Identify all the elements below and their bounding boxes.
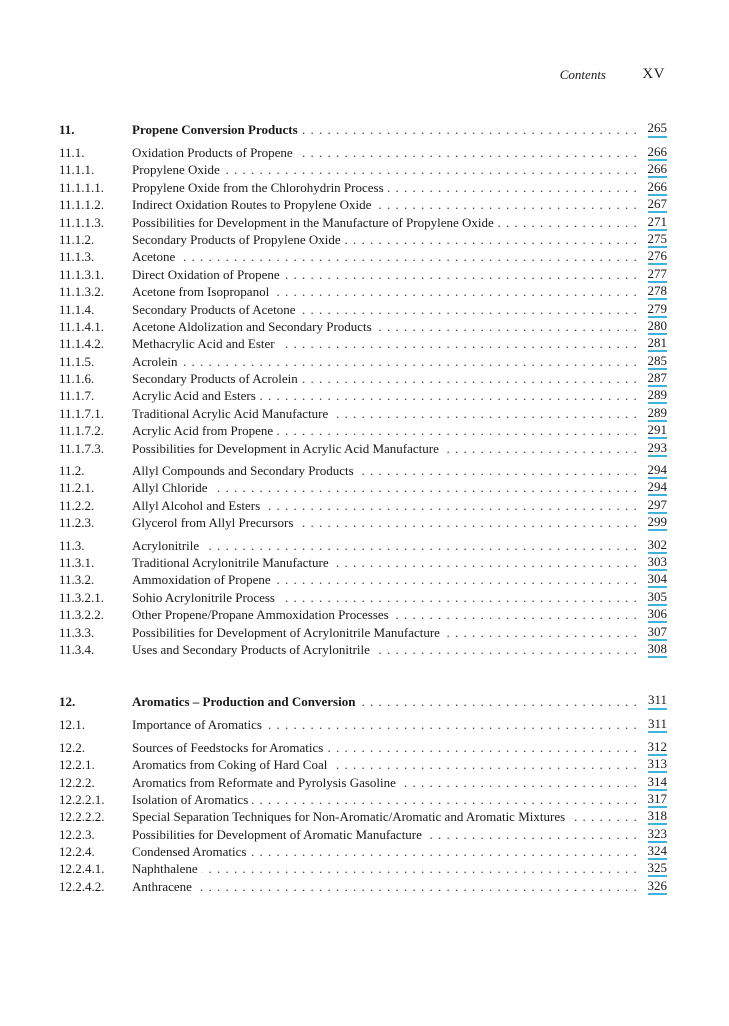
section-number: 11.1.1.3. — [59, 214, 105, 230]
toc-entry[interactable] — [59, 440, 667, 457]
table-of-contents — [59, 120, 667, 895]
section-title — [132, 624, 637, 641]
page-number-link[interactable]: 277 — [647, 265, 667, 281]
toc-entry[interactable] — [59, 514, 667, 531]
section-title-text: Acrylic Acid from Propene — [132, 423, 277, 438]
section-title — [132, 774, 637, 791]
section-title-text: Allyl Chloride — [132, 480, 211, 495]
page-number-link[interactable]: 279 — [647, 300, 667, 316]
section-title-text: Acrylonitrile — [132, 538, 203, 553]
page-number-link[interactable]: 306 — [647, 606, 667, 622]
toc-entry[interactable] — [59, 231, 667, 248]
section-title — [132, 179, 637, 196]
page-number-link[interactable]: 275 — [647, 230, 667, 246]
section-title — [132, 318, 637, 335]
section-title — [132, 387, 637, 404]
section-number: 11.2.1. — [59, 480, 95, 496]
toc-entry[interactable] — [59, 606, 667, 623]
toc-entry[interactable] — [59, 266, 667, 283]
section-number: 12.1. — [59, 717, 85, 733]
section-title — [132, 571, 637, 588]
page-number-link[interactable]: 266 — [647, 178, 667, 194]
section-title — [132, 405, 637, 422]
toc-chapter-heading[interactable] — [59, 120, 667, 139]
section-title-text: Possibilities for Development in Acrylic Acid Manufacture — [132, 441, 443, 456]
section-title — [132, 120, 637, 139]
toc-chapter — [59, 692, 667, 895]
page-number-link[interactable]: 302 — [647, 536, 667, 552]
toc-entry[interactable] — [59, 641, 667, 658]
section-title-text: Aromatics – Production and Conversion — [132, 694, 359, 709]
section-number: 11.1. — [59, 145, 85, 160]
page-number-link[interactable]: 294 — [647, 479, 667, 495]
toc-entry[interactable] — [59, 479, 667, 496]
toc-entry[interactable] — [59, 826, 667, 843]
page-number-link[interactable]: 318 — [647, 808, 667, 824]
section-title-text: Secondary Products of Acrolein — [132, 371, 302, 386]
toc-entry[interactable] — [59, 196, 667, 213]
page-number-link[interactable]: 297 — [647, 496, 667, 512]
section-title — [132, 606, 637, 623]
section-number: 12. — [59, 694, 76, 710]
section-number: 11.1.6. — [59, 371, 95, 387]
section-title — [132, 196, 637, 213]
section-title-text: Acrolein — [132, 354, 181, 369]
section-title-text: Methacrylic Acid and Ester — [132, 336, 279, 351]
section-title-text: Traditional Acrylonitrile Manufacture — [132, 555, 333, 570]
section-number: 11.3.2.1. — [59, 589, 105, 605]
section-number: 11.1.4.1. — [59, 318, 105, 334]
section-title-text: Propylene Oxide — [132, 162, 224, 177]
toc-entry[interactable] — [59, 283, 667, 300]
section-title-text: Importance of Aromatics — [132, 717, 266, 732]
section-title — [132, 462, 637, 479]
section-title-text: Indirect Oxidation Routes to Propylene Oxide — [132, 197, 375, 212]
section-title-text: Secondary Products of Acetone — [132, 302, 300, 317]
toc-entry[interactable] — [59, 214, 667, 231]
section-number: 11.1.3. — [59, 249, 95, 265]
section-number: 12.2.4. — [59, 844, 95, 860]
page-number-link[interactable]: 267 — [647, 196, 667, 212]
section-title-text: Acetone Aldolization and Secondary Products — [132, 319, 376, 334]
toc-entry[interactable] — [59, 589, 667, 606]
toc-entry[interactable] — [59, 756, 667, 773]
section-title-text: Acrylic Acid and Esters — [132, 388, 260, 403]
section-title — [132, 214, 637, 231]
section-title — [132, 826, 637, 843]
section-title-text: Allyl Alcohol and Esters — [132, 498, 264, 513]
toc-entry[interactable] — [59, 860, 667, 877]
toc-entry[interactable] — [59, 248, 667, 265]
section-number: 12.2.2.1. — [59, 791, 105, 807]
section-number: 11.1.4.2. — [59, 336, 105, 352]
section-title-text: Aromatics from Reformate and Pyrolysis Gasoline — [132, 775, 400, 790]
section-title — [132, 440, 637, 457]
running-header — [0, 67, 729, 85]
section-number: 12.2.2. — [59, 774, 95, 790]
section-title-text: Acetone — [132, 249, 179, 264]
section-number: 11.3.2. — [59, 572, 95, 588]
section-number: 11.1.1.2. — [59, 197, 105, 213]
page-number-link[interactable]: 303 — [647, 553, 667, 569]
page-number-link[interactable]: 324 — [647, 843, 667, 859]
toc-entry[interactable] — [59, 179, 667, 196]
section-number: 11.1.1.1. — [59, 179, 105, 195]
header-page-number: XV — [642, 66, 665, 82]
page-number-link[interactable]: 281 — [647, 335, 667, 351]
section-title-text: Secondary Products of Propylene Oxide — [132, 232, 345, 247]
section-title — [132, 860, 637, 877]
toc-entry[interactable] — [59, 387, 667, 404]
section-title-text: Oxidation Products of Propene — [132, 145, 297, 160]
section-number: 11.2.3. — [59, 515, 95, 531]
section-number: 12.2.3. — [59, 826, 95, 842]
section-number: 11.3.1. — [59, 554, 95, 570]
page-number-link[interactable]: 299 — [647, 514, 667, 530]
page-number-link[interactable]: 293 — [647, 439, 667, 455]
toc-entry[interactable] — [59, 774, 667, 791]
toc-entry[interactable] — [59, 370, 667, 387]
toc-entry[interactable] — [59, 791, 667, 808]
section-number: 11.2. — [59, 463, 85, 479]
page-number-link[interactable]: 312 — [647, 738, 667, 754]
section-number: 11.1.7.2. — [59, 423, 105, 439]
chapter-spacer — [59, 658, 667, 692]
page-number-link[interactable]: 308 — [647, 640, 667, 656]
section-title-text: Glycerol from Allyl Precursors — [132, 515, 297, 530]
page-number-link[interactable]: 271 — [647, 213, 667, 229]
section-number: 11.1.1. — [59, 162, 95, 178]
section-title-text: Acetone from Isopropanol — [132, 284, 273, 299]
toc-chapter-heading[interactable] — [59, 692, 667, 711]
toc-entry[interactable] — [59, 335, 667, 352]
section-title — [132, 497, 637, 514]
section-number: 11.3.4. — [59, 641, 95, 657]
section-title — [132, 335, 637, 352]
section-number: 11.1.3.1. — [59, 266, 105, 282]
section-title-text: Other Propene/Propane Ammoxidation Processes — [132, 607, 393, 622]
page-number-link[interactable]: 265 — [648, 120, 668, 138]
section-title-text: Condensed Aromatics — [132, 844, 250, 859]
page-number-link[interactable]: 307 — [647, 623, 667, 639]
toc-entry[interactable] — [59, 318, 667, 335]
section-number: 11.1.5. — [59, 353, 95, 369]
section-number: 12.2.4.2. — [59, 878, 105, 894]
section-title-text: Anthracene — [132, 879, 196, 894]
page-number-link[interactable]: 311 — [648, 692, 667, 710]
page-number-link[interactable]: 285 — [647, 352, 667, 368]
section-title — [132, 144, 637, 161]
section-number: 12.2.2.2. — [59, 809, 105, 825]
section-title-text: Propylene Oxide from the Chlorohydrin Process — [132, 180, 388, 195]
section-title — [132, 353, 637, 370]
toc-entry[interactable] — [59, 422, 667, 439]
section-title — [132, 808, 637, 825]
section-title — [132, 479, 637, 496]
page-number-link[interactable]: 266 — [647, 144, 667, 159]
toc-entry[interactable] — [59, 808, 667, 825]
section-title-text: Special Separation Techniques for Non-Aromatic/Aromatic and Aromatic Mixtures — [132, 809, 569, 824]
page-number-link[interactable]: 289 — [647, 404, 667, 420]
section-title-text: Traditional Acrylic Acid Manufacture — [132, 406, 332, 421]
section-title — [132, 641, 637, 658]
section-title-text: Isolation of Aromatics — [132, 792, 252, 807]
section-number: 11. — [59, 122, 75, 137]
section-number: 11.1.7.3. — [59, 440, 105, 456]
page-number-link[interactable]: 266 — [647, 161, 667, 177]
section-title — [132, 514, 637, 531]
section-number: 11.1.2. — [59, 231, 95, 247]
section-title — [132, 266, 637, 283]
page-number-link[interactable]: 289 — [647, 387, 667, 403]
section-title — [132, 878, 637, 895]
section-title-text: Aromatics from Coking of Hard Coal — [132, 757, 331, 772]
page-number-link[interactable]: 326 — [647, 877, 667, 893]
section-title — [132, 692, 637, 711]
section-title-text: Direct Oxidation of Propene — [132, 267, 284, 282]
page-number-link[interactable]: 305 — [647, 588, 667, 604]
toc-chapter — [59, 120, 667, 658]
page-number-link[interactable]: 304 — [647, 571, 667, 587]
section-number: 11.2.2. — [59, 497, 95, 513]
section-title — [132, 370, 637, 387]
section-title — [132, 554, 637, 571]
page-number-link[interactable]: 317 — [647, 790, 667, 806]
section-title — [132, 422, 637, 439]
toc-entry[interactable] — [59, 353, 667, 370]
section-number: 11.3. — [59, 537, 85, 553]
toc-entry[interactable] — [59, 144, 667, 161]
section-title — [132, 843, 637, 860]
section-title — [132, 537, 637, 554]
toc-entry[interactable] — [59, 878, 667, 895]
section-title — [132, 231, 637, 248]
section-number: 11.3.2.2. — [59, 607, 105, 623]
section-title-text: Sohio Acrylonitrile Process — [132, 590, 279, 605]
toc-entry[interactable] — [59, 739, 667, 756]
toc-entry[interactable] — [59, 843, 667, 860]
section-title — [132, 756, 637, 773]
toc-entry[interactable] — [59, 716, 667, 733]
page-number-link[interactable]: 291 — [647, 422, 667, 438]
section-title — [132, 739, 637, 756]
section-title-text: Sources of Feedstocks for Aromatics — [132, 740, 327, 755]
page-number-link[interactable]: 313 — [647, 756, 667, 772]
section-number: 11.1.4. — [59, 301, 95, 317]
section-title — [132, 283, 637, 300]
section-number: 11.1.3.2. — [59, 284, 105, 300]
page-number-link[interactable]: 311 — [647, 716, 667, 732]
section-title-text: Propene Conversion Products — [132, 122, 302, 137]
section-number: 11.1.7. — [59, 388, 95, 404]
header-title: Contents — [559, 67, 606, 82]
toc-entry[interactable] — [59, 462, 667, 479]
page-number-link[interactable]: 314 — [647, 773, 667, 789]
page-number-link[interactable]: 287 — [647, 370, 667, 386]
section-number: 12.2.4.1. — [59, 861, 105, 877]
section-number: 12.2.1. — [59, 757, 95, 773]
section-title — [132, 301, 637, 318]
page-number-link[interactable]: 325 — [647, 860, 667, 876]
section-title-text: Naphthalene — [132, 861, 202, 876]
section-title-text: Ammoxidation of Propene — [132, 572, 275, 587]
page-number-link[interactable]: 278 — [647, 283, 667, 299]
page-number-link[interactable]: 323 — [647, 825, 667, 841]
section-title — [132, 791, 637, 808]
toc-entry[interactable] — [59, 161, 667, 178]
section-title-text: Allyl Compounds and Secondary Products — [132, 463, 358, 478]
page-number-link[interactable]: 280 — [647, 317, 667, 333]
toc-entry[interactable] — [59, 497, 667, 514]
section-title — [132, 589, 637, 606]
toc-entry[interactable] — [59, 301, 667, 318]
section-number: 12.2. — [59, 739, 85, 755]
section-title-text: Possibilities for Development of Acrylonitrile Manufacture — [132, 625, 444, 640]
toc-entry[interactable] — [59, 537, 667, 554]
section-title-text: Possibilities for Development in the Manufacture of Propylene Oxide — [132, 215, 498, 230]
section-title — [132, 161, 637, 178]
section-title — [132, 716, 637, 733]
toc-entry[interactable] — [59, 624, 667, 641]
toc-entry[interactable] — [59, 571, 667, 588]
section-title-text: Possibilities for Development of Aromatic Manufacture — [132, 827, 426, 842]
section-title-text: Uses and Secondary Products of Acrylonitrile — [132, 642, 374, 657]
section-number: 11.3.3. — [59, 624, 95, 640]
page-number-link[interactable]: 294 — [647, 462, 667, 478]
toc-entry[interactable] — [59, 554, 667, 571]
page-number-link[interactable]: 276 — [647, 248, 667, 264]
section-number: 11.1.7.1. — [59, 405, 105, 421]
section-title — [132, 248, 637, 265]
toc-entry[interactable] — [59, 405, 667, 422]
